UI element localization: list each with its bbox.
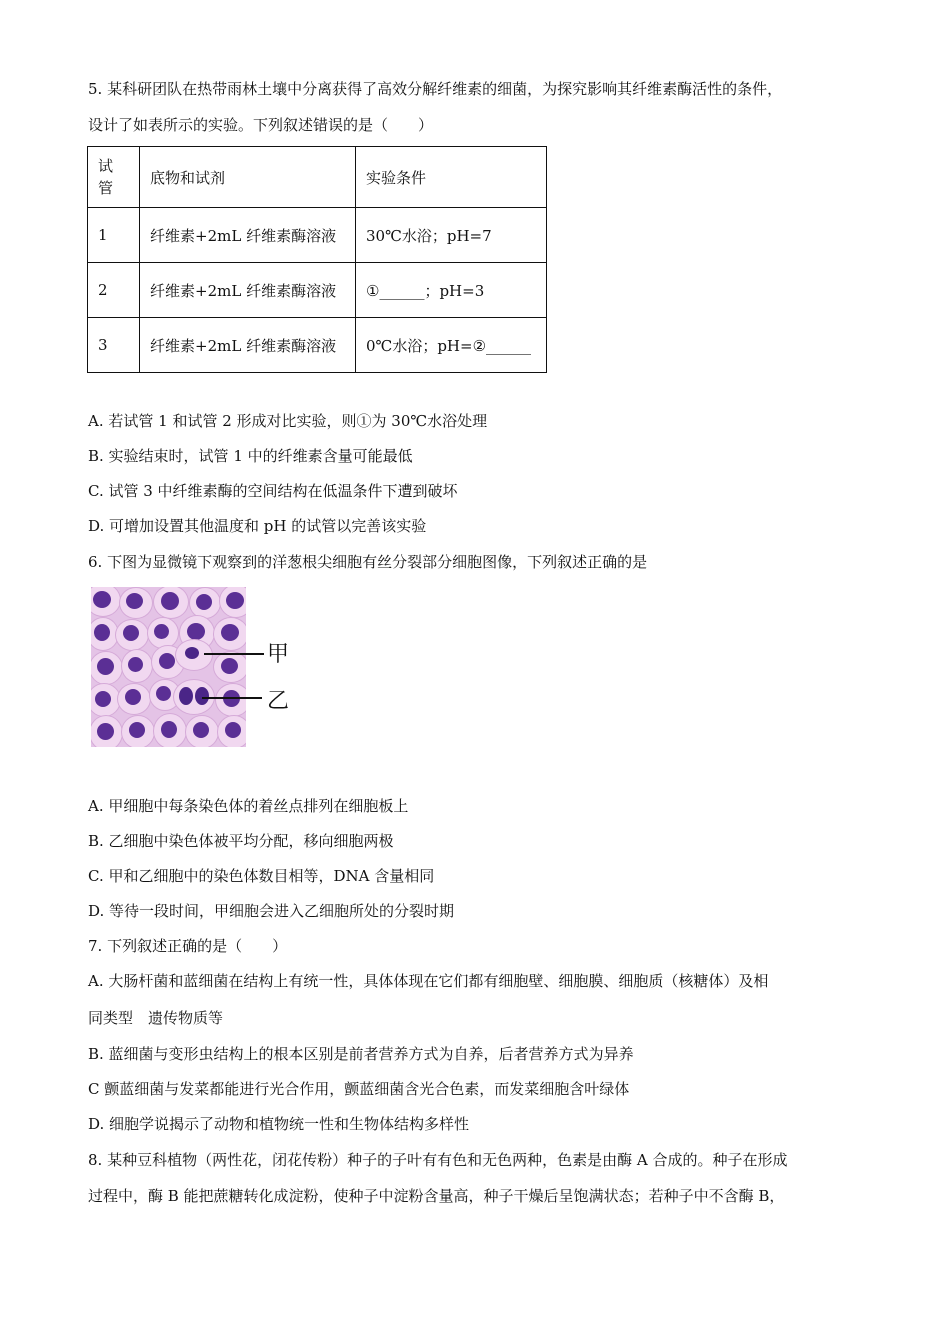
- cell-tube: 1: [88, 208, 140, 263]
- experiment-table: [87, 146, 547, 373]
- label-yi: 乙: [267, 689, 290, 714]
- micrograph-image: [91, 587, 246, 747]
- label-jia: 甲: [267, 642, 290, 667]
- q7-option-d: D. 细胞学说揭示了动物和植物统一性和生物体结构多样性: [88, 1115, 470, 1133]
- cell-condition: 0℃水浴；pH=②______: [356, 318, 547, 373]
- cell-substrate: 纤维素+2mL 纤维素酶溶液: [140, 263, 356, 318]
- cell-tube: 2: [88, 263, 140, 318]
- q5-option-c: C. 试管 3 中纤维素酶的空间结构在低温条件下遭到破坏: [88, 482, 458, 500]
- table-row: [88, 208, 547, 263]
- q7-option-c: C 颤蓝细菌与发菜都能进行光合作用，颤蓝细菌含光合色素，而发菜细胞含叶绿体: [88, 1080, 630, 1098]
- header-condition: 实验条件: [356, 147, 547, 208]
- q6-stem: 6. 下图为显微镜下观察到的洋葱根尖细胞有丝分裂部分细胞图像，下列叙述正确的是: [88, 553, 648, 571]
- table-row: [88, 318, 547, 373]
- q6-option-d: D. 等待一段时间，甲细胞会进入乙细胞所处的分裂时期: [88, 902, 455, 920]
- header-substrate: 底物和试剂: [140, 147, 356, 208]
- cell-condition: 30℃水浴；pH=7: [356, 208, 547, 263]
- cell-tube: 3: [88, 318, 140, 373]
- q7-option-a-line1: A. 大肠杆菌和蓝细菌在结构上有统一性，具体体现在它们都有细胞壁、细胞膜、细胞质（核糖体）及相: [88, 972, 769, 990]
- q7-option-b: B. 蓝细菌与变形虫结构上的根本区别是前者营养方式为自养，后者营养方式为异养: [88, 1045, 634, 1063]
- header-tube: [88, 147, 140, 208]
- header-tube-label: 试管: [98, 157, 114, 197]
- cell-substrate: 纤维素+2mL 纤维素酶溶液: [140, 318, 356, 373]
- q5-option-d: D. 可增加设置其他温度和 pH 的试管以完善该实验: [88, 517, 427, 535]
- q6-option-c: C. 甲和乙细胞中的染色体数目相等，DNA 含量相同: [88, 867, 435, 885]
- q6-option-b: B. 乙细胞中染色体被平均分配，移向细胞两极: [88, 832, 394, 850]
- q7-option-a-line2: 同类型 遗传物质等: [88, 1009, 224, 1027]
- label-line-jia: [204, 653, 264, 655]
- label-line-yi: [202, 697, 262, 699]
- cell-substrate: 纤维素+2mL 纤维素酶溶液: [140, 208, 356, 263]
- table-header-row: [88, 147, 547, 208]
- q8-stem-line2: 过程中，酶 B 能把蔗糖转化成淀粉，使种子中淀粉含量高，种子干燥后呈饱满状态；若种子中不含酶 B，: [88, 1187, 785, 1205]
- q8-stem-line1: 8. 某种豆科植物（两性花，闭花传粉）种子的子叶有有色和无色两种，色素是由酶 A 合成的。种子在形成: [88, 1151, 788, 1169]
- q5-stem-line1: 5. 某科研团队在热带雨林土壤中分离获得了高效分解纤维素的细菌，为探究影响其纤维素酶活性的条件，: [88, 80, 783, 98]
- q5-stem-line2: 设计了如表所示的实验。下列叙述错误的是（ ）: [88, 116, 434, 134]
- table-row: [88, 263, 547, 318]
- cell-condition: ①______；pH=3: [356, 263, 547, 318]
- q6-option-a: A. 甲细胞中每条染色体的着丝点排列在细胞板上: [88, 797, 409, 815]
- q5-option-a: A. 若试管 1 和试管 2 形成对比实验，则①为 30℃水浴处理: [88, 412, 488, 430]
- q7-stem: 7. 下列叙述正确的是（ ）: [88, 937, 288, 955]
- q5-option-b: B. 实验结束时，试管 1 中的纤维素含量可能最低: [88, 447, 413, 465]
